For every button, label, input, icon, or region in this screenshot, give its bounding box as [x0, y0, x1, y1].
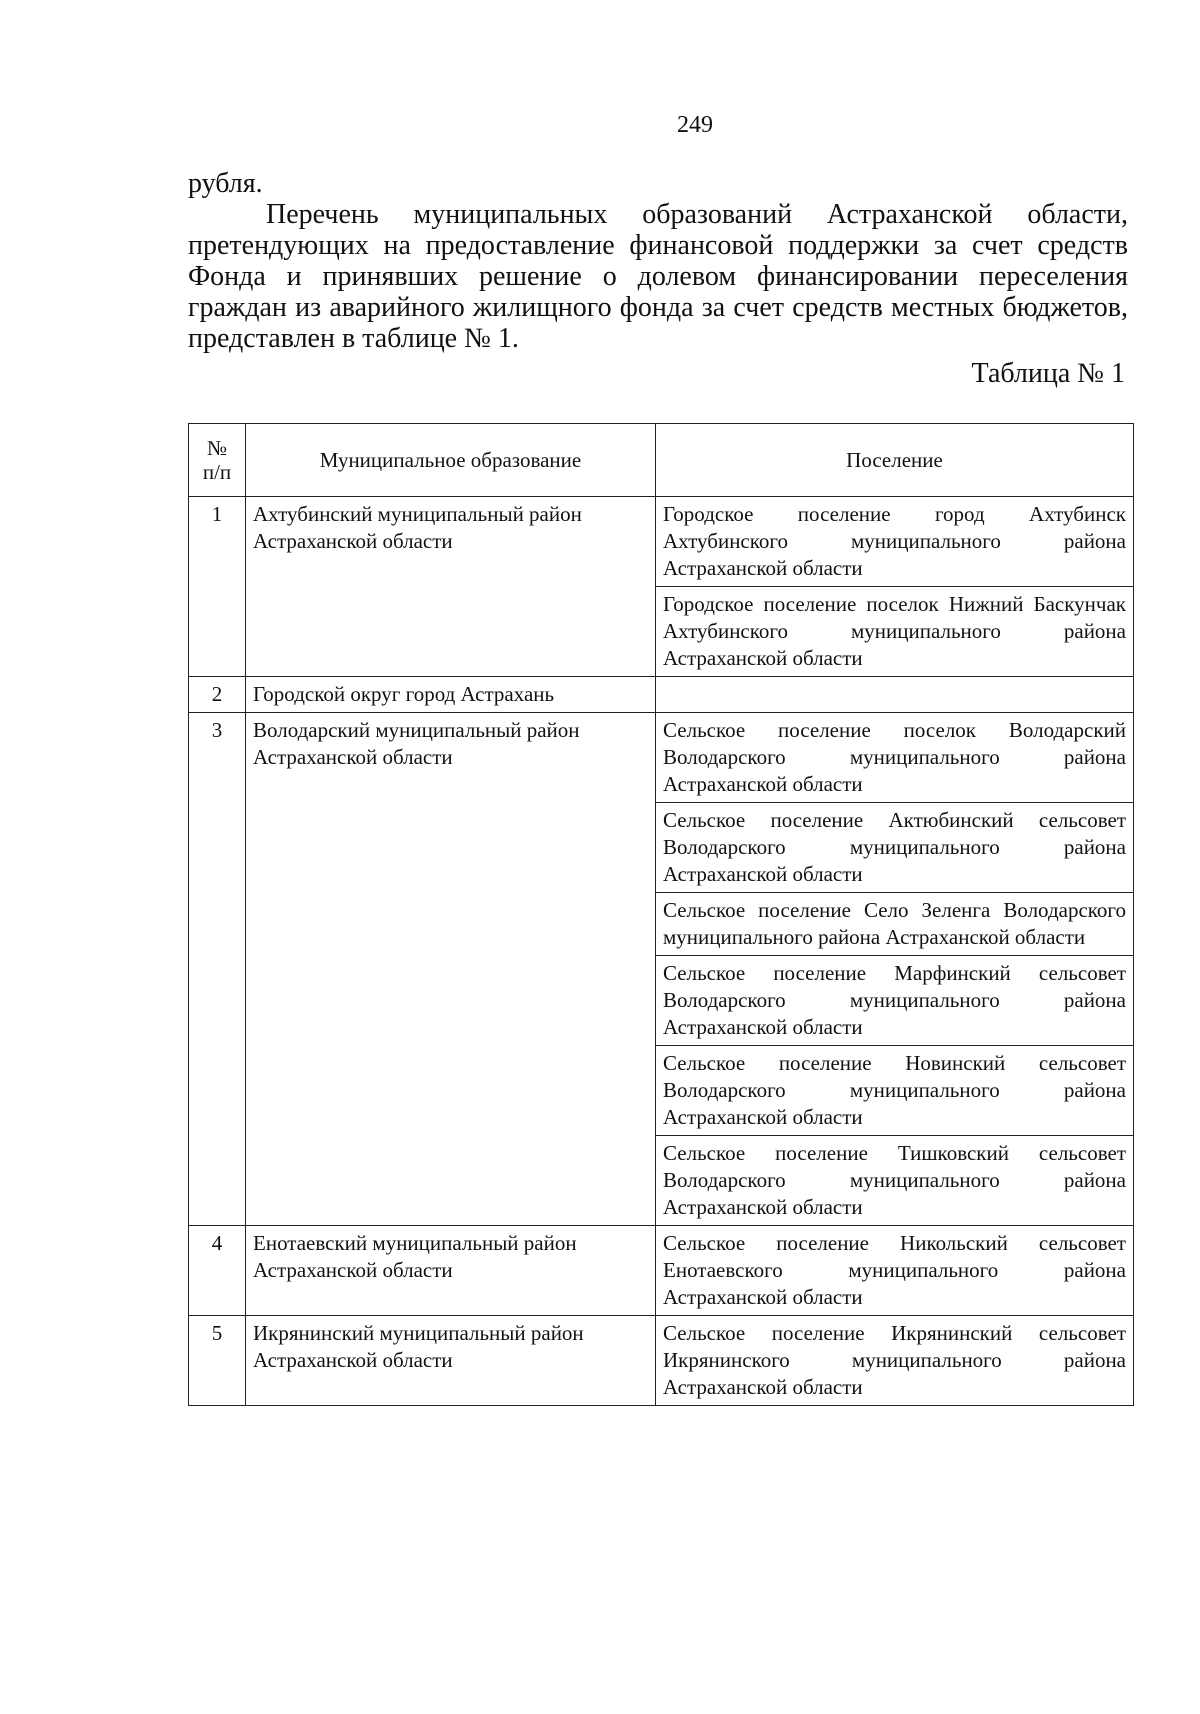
settlement-cell: Сельское поселение Новинский сельсовет Володарского муниципального района Астраханской области [656, 1046, 1134, 1136]
intro-paragraph: Перечень муниципальных образований Астраханской области, претендующих на предоставление финансовой поддержки за счет средств Фонда и принявших решение о долевом финансировании переселения граждан из аварийного жилищного фонда за счет средств местных бюджетов, представлен в таблице № 1. [188, 199, 1128, 354]
header-number-pp: п/п [202, 460, 232, 484]
settlement-cell: Сельское поселение Марфинский сельсовет Володарского муниципального района Астраханской области [656, 956, 1134, 1046]
header-municipality: Муниципальное образование [246, 424, 656, 497]
row-number: 1 [189, 497, 246, 677]
settlement-cell: Сельское поселение Тишковский сельсовет Володарского муниципального района Астраханской области [656, 1136, 1134, 1226]
row-number: 4 [189, 1226, 246, 1316]
table-body [189, 497, 1134, 1406]
settlement-cell: Сельское поселение Никольский сельсовет Енотаевского муниципального района Астраханской области [656, 1226, 1134, 1316]
settlement-cell: Сельское поселение Актюбинский сельсовет Володарского муниципального района Астраханской области [656, 803, 1134, 893]
municipality-cell: Городской округ город Астрахань [246, 677, 656, 713]
table-row [189, 1316, 1134, 1406]
header-row [189, 424, 1134, 497]
municipality-cell: Икрянинский муниципальный район Астраханской области [246, 1316, 656, 1406]
row-number: 3 [189, 713, 246, 1226]
table-header [189, 424, 1134, 497]
municipality-cell: Ахтубинский муниципальный район Астраханской области [246, 497, 656, 677]
settlement-cell: Сельское поселение Село Зеленга Володарского муниципального района Астраханской области [656, 893, 1134, 956]
table-row [189, 1226, 1134, 1316]
table-caption: Таблица № 1 [971, 358, 1125, 389]
header-settlement: Поселение [656, 424, 1134, 497]
settlement-cell: Городское поселение поселок Нижний Баскунчак Ахтубинского муниципального района Астраханской области [656, 587, 1134, 677]
table-row [189, 497, 1134, 587]
settlement-cell [656, 677, 1134, 713]
table-row [189, 713, 1134, 803]
body-text [188, 168, 1128, 354]
settlement-cell: Сельское поселение поселок Володарский Володарского муниципального района Астраханской области [656, 713, 1134, 803]
table-row [189, 677, 1134, 713]
header-number [189, 424, 246, 497]
municipality-cell: Енотаевский муниципальный район Астраханской области [246, 1226, 656, 1316]
page-number: 249 [677, 112, 713, 138]
municipalities-table [188, 423, 1134, 1406]
municipality-cell: Володарский муниципальный район Астраханской области [246, 713, 656, 1226]
continuation-line: рубля. [188, 168, 263, 199]
row-number: 2 [189, 677, 246, 713]
settlement-cell: Городское поселение город Ахтубинск Ахтубинского муниципального района Астраханской области [656, 497, 1134, 587]
header-number-sign: № [206, 436, 228, 460]
settlement-cell: Сельское поселение Икрянинский сельсовет Икрянинского муниципального района Астраханской области [656, 1316, 1134, 1406]
row-number: 5 [189, 1316, 246, 1406]
